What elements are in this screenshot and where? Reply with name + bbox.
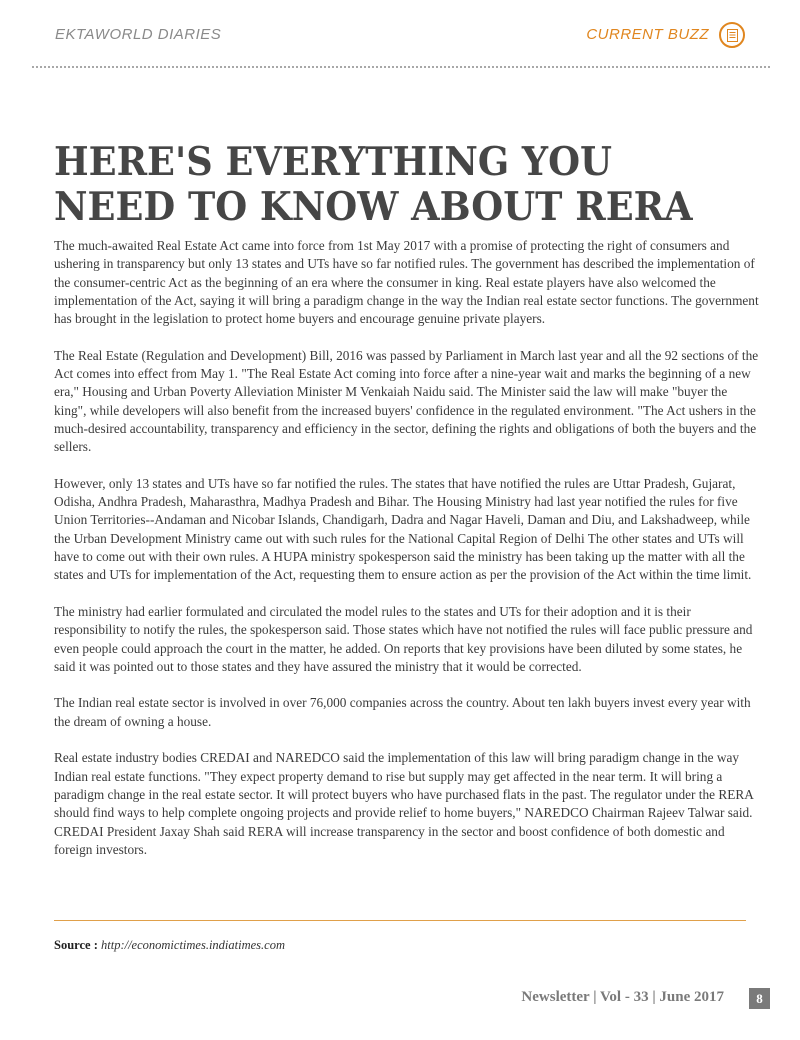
newsletter-footer: Newsletter | Vol - 33 | June 2017 — [521, 989, 724, 1005]
article-body — [54, 237, 762, 877]
paragraph-5: The Indian real estate sector is involved in over 76,000 companies across the country. About ten lakh buyers invest every year with the dream of owning a house. — [54, 695, 751, 729]
title-line-1: HERE'S EVERYTHING YOU — [54, 139, 613, 185]
article-title — [54, 140, 712, 230]
source-divider — [54, 920, 746, 921]
paragraph-6: Real estate industry bodies CREDAI and NAREDCO said the implementation of this law will bring paradigm change in the way Indian real estate functions. "They expect property demand to rise but supply may get affected in the near term. It will bring a paradigm change in the real estate sector. It will protect buyers who have purchased flats in the past. The regulator under the RERA should find ways to help complete ongoing projects and provide relief to home buyers," NAREDCO Chairman Rajeev Talwar said. CREDAI President Jaxay Shah said RERA will increase transparency in the sector and boost confidence of both domestic and foreign investors. — [54, 750, 754, 857]
paragraph-3: However, only 13 states and UTs have so far notified the rules. The states that have notified the rules are Uttar Pradesh, Gujarat, Odisha, Andhra Pradesh, Maharasthra, Madhya Pradesh and Bihar. The Housing Ministry had last year notified the rules for five Union Territories--Andaman and Nicobar Islands, Chandigarh, Dadra and Nagar Haveli, Daman and Diu, and Lakshadweep, while the Urban Development Ministry came out with such rules for the National Capital Region of Delhi The other states and UTs will have to come out with their own rules. A HUPA ministry spokesperson said the ministry has been taking up the matter with all the states and UTs for implementation of the Act, requesting them to ensure action as per the provision of the Act within the time limit. — [54, 475, 752, 583]
paragraph-4: The ministry had earlier formulated and circulated the model rules to the states and UTs for their adoption and it is their responsibility to notify the rules, the spokesperson said. Those states which have not notified the rules will face public pressure and even people could approach the court in the matter, he added. On reports that key provisions have been diluted by some states, he said it was pointed out to those states and they have assured the ministry that it would be corrected. — [54, 603, 753, 674]
header-divider — [32, 66, 770, 68]
page-number: 8 — [749, 988, 770, 1009]
source-link[interactable]: http://economictimes.indiatimes.com — [101, 938, 285, 952]
paragraph-2: The Real Estate (Regulation and Development) Bill, 2016 was passed by Parliament in March last year and all the 92 sections of the Act comes into effect from May 1. "The Real Estate Act coming into force after a nine-year wait and marks the beginning of a new era," Housing and Urban Poverty Alleviation Minister M Venkaiah Naidu said. The Minister said the law will make "buyer the king", while developers will also benefit from the increased buyers' confidence in the regulated environment. "The Act ushers in the much-desired accountability, transparency and efficiency in the sector, defining the rights and obligations of both the buyers and the sellers. — [54, 347, 759, 455]
document-icon — [719, 22, 745, 48]
publication-name: EKTAWORLD DIARIES — [55, 26, 222, 43]
source-label: Source : — [54, 938, 98, 952]
source-credit — [54, 938, 285, 953]
section-name: CURRENT BUZZ — [586, 26, 709, 43]
title-line-2: NEED TO KNOW ABOUT RERA — [54, 184, 693, 230]
paragraph-1: The much-awaited Real Estate Act came into force from 1st May 2017 with a promise of protecting the right of consumers and ushering in transparency but only 13 states and UTs have so far notified rules. The government has described the implementation of the consumer-centric Act as the beginning of an era where the consumer in king. Real estate players have also welcomed the implementation of the Act, saying it will bring a paradigm change in the way the Indian real estate sector functions. The government has brought in the legislation to protect home buyers and encourage genuine private players. — [54, 238, 759, 327]
